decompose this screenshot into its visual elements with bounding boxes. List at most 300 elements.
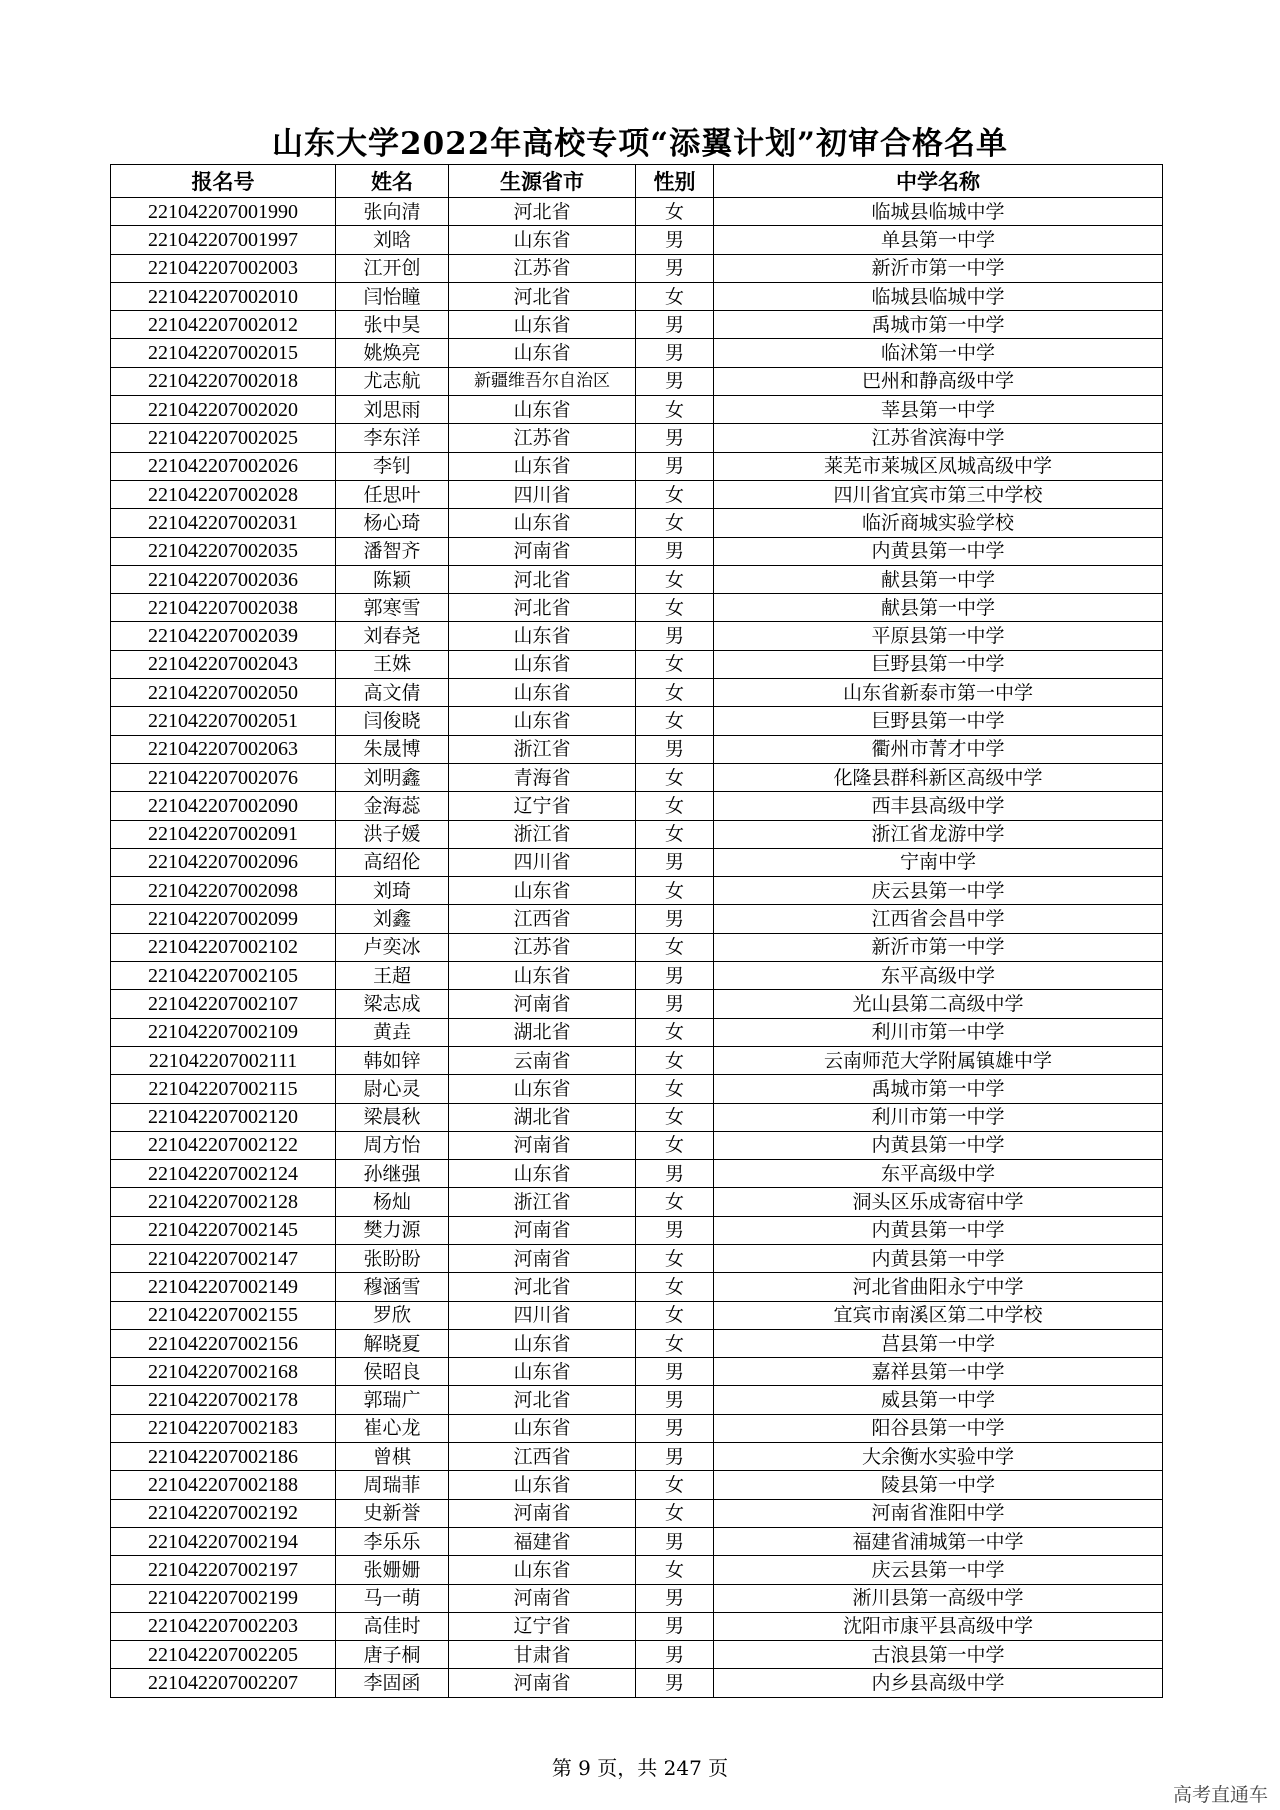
table-row <box>111 537 1163 565</box>
registration-number-cell: 221042207002128 <box>111 1188 336 1216</box>
province-cell: 河南省 <box>449 1669 636 1697</box>
name-cell: 刘晗 <box>336 226 449 254</box>
table-row <box>111 1527 1163 1555</box>
school-name-cell: 内黄县第一中学 <box>714 1244 1163 1272</box>
table-row <box>111 396 1163 424</box>
gender-cell: 女 <box>636 933 714 961</box>
registration-number-cell: 221042207002188 <box>111 1471 336 1499</box>
registration-number-cell: 221042207002038 <box>111 594 336 622</box>
registration-number-cell: 221042207002107 <box>111 990 336 1018</box>
name-cell: 刘明鑫 <box>336 763 449 791</box>
registration-number-cell: 221042207002031 <box>111 509 336 537</box>
name-cell: 张向清 <box>336 198 449 226</box>
province-cell: 河北省 <box>449 594 636 622</box>
province-cell: 山东省 <box>449 650 636 678</box>
gender-cell: 男 <box>636 622 714 650</box>
province-cell: 河南省 <box>449 537 636 565</box>
table-row <box>111 763 1163 791</box>
name-cell: 高绍伦 <box>336 848 449 876</box>
name-cell: 郭寒雪 <box>336 594 449 622</box>
table-row <box>111 679 1163 707</box>
registration-number-cell: 221042207002120 <box>111 1103 336 1131</box>
registration-number-cell: 221042207002036 <box>111 565 336 593</box>
table-row <box>111 792 1163 820</box>
registration-number-cell: 221042207002105 <box>111 962 336 990</box>
registration-number-cell: 221042207002096 <box>111 848 336 876</box>
school-name-cell: 庆云县第一中学 <box>714 877 1163 905</box>
school-name-cell: 献县第一中学 <box>714 565 1163 593</box>
gender-cell: 女 <box>636 679 714 707</box>
registration-number-cell: 221042207002039 <box>111 622 336 650</box>
registration-number-cell: 221042207002205 <box>111 1641 336 1669</box>
gender-cell: 女 <box>636 1188 714 1216</box>
school-name-cell: 沈阳市康平县高级中学 <box>714 1612 1163 1640</box>
name-cell: 刘春尧 <box>336 622 449 650</box>
school-name-cell: 新沂市第一中学 <box>714 933 1163 961</box>
table-row <box>111 1471 1163 1499</box>
table-row <box>111 1273 1163 1301</box>
gender-cell: 女 <box>636 1018 714 1046</box>
province-cell: 江西省 <box>449 905 636 933</box>
registration-number-cell: 221042207002186 <box>111 1443 336 1471</box>
registration-number-cell: 221042207002012 <box>111 311 336 339</box>
gender-cell: 男 <box>636 905 714 933</box>
name-cell: 洪子媛 <box>336 820 449 848</box>
header-name: 姓名 <box>336 165 449 198</box>
school-name-cell: 内乡县高级中学 <box>714 1669 1163 1697</box>
registration-number-cell: 221042207002035 <box>111 537 336 565</box>
province-cell: 新疆维吾尔自治区 <box>449 367 636 395</box>
gender-cell: 女 <box>636 1075 714 1103</box>
registration-number-cell: 221042207002122 <box>111 1131 336 1159</box>
registration-number-cell: 221042207002028 <box>111 480 336 508</box>
table-row <box>111 1358 1163 1386</box>
school-name-cell: 山东省新泰市第一中学 <box>714 679 1163 707</box>
gender-cell: 男 <box>636 254 714 282</box>
gender-cell: 男 <box>636 311 714 339</box>
gender-cell: 男 <box>636 962 714 990</box>
province-cell: 四川省 <box>449 848 636 876</box>
school-name-cell: 东平高级中学 <box>714 1160 1163 1188</box>
school-name-cell: 威县第一中学 <box>714 1386 1163 1414</box>
registration-number-cell: 221042207002194 <box>111 1527 336 1555</box>
table-row <box>111 594 1163 622</box>
name-cell: 尉心灵 <box>336 1075 449 1103</box>
gender-cell: 男 <box>636 537 714 565</box>
gender-cell: 男 <box>636 1386 714 1414</box>
gender-cell: 男 <box>636 1443 714 1471</box>
gender-cell: 男 <box>636 848 714 876</box>
gender-cell: 女 <box>636 1131 714 1159</box>
table-row <box>111 1075 1163 1103</box>
province-cell: 河南省 <box>449 1216 636 1244</box>
name-cell: 刘琦 <box>336 877 449 905</box>
province-cell: 山东省 <box>449 622 636 650</box>
table-row <box>111 339 1163 367</box>
province-cell: 云南省 <box>449 1046 636 1074</box>
registration-number-cell: 221042207002025 <box>111 424 336 452</box>
school-name-cell: 宜宾市南溪区第二中学校 <box>714 1301 1163 1329</box>
school-name-cell: 阳谷县第一中学 <box>714 1414 1163 1442</box>
school-name-cell: 临城县临城中学 <box>714 282 1163 310</box>
registration-number-cell: 221042207002149 <box>111 1273 336 1301</box>
province-cell: 山东省 <box>449 339 636 367</box>
name-cell: 王姝 <box>336 650 449 678</box>
table-row <box>111 198 1163 226</box>
name-cell: 闫俊晓 <box>336 707 449 735</box>
gender-cell: 女 <box>636 1244 714 1272</box>
gender-cell: 女 <box>636 820 714 848</box>
province-cell: 江苏省 <box>449 933 636 961</box>
name-cell: 张中昊 <box>336 311 449 339</box>
province-cell: 山东省 <box>449 311 636 339</box>
table-row <box>111 254 1163 282</box>
header-province: 生源省市 <box>449 165 636 198</box>
gender-cell: 男 <box>636 1160 714 1188</box>
header-registration-number: 报名号 <box>111 165 336 198</box>
table-row <box>111 622 1163 650</box>
table-row <box>111 1160 1163 1188</box>
name-cell: 闫怡瞳 <box>336 282 449 310</box>
gender-cell: 女 <box>636 198 714 226</box>
table-row <box>111 226 1163 254</box>
gender-cell: 女 <box>636 1471 714 1499</box>
gender-cell: 女 <box>636 480 714 508</box>
registration-number-cell: 221042207002124 <box>111 1160 336 1188</box>
school-name-cell: 大余衡水实验中学 <box>714 1443 1163 1471</box>
table-row <box>111 848 1163 876</box>
gender-cell: 女 <box>636 763 714 791</box>
registration-number-cell: 221042207002199 <box>111 1584 336 1612</box>
province-cell: 江苏省 <box>449 254 636 282</box>
table-row <box>111 1018 1163 1046</box>
name-cell: 孙继强 <box>336 1160 449 1188</box>
name-cell: 姚焕亮 <box>336 339 449 367</box>
table-row <box>111 650 1163 678</box>
province-cell: 四川省 <box>449 1301 636 1329</box>
table-row <box>111 1612 1163 1640</box>
registration-number-cell: 221042207002207 <box>111 1669 336 1697</box>
name-cell: 张姗姗 <box>336 1556 449 1584</box>
table-row <box>111 1301 1163 1329</box>
table-row <box>111 962 1163 990</box>
name-cell: 史新誉 <box>336 1499 449 1527</box>
province-cell: 湖北省 <box>449 1018 636 1046</box>
table-row <box>111 282 1163 310</box>
school-name-cell: 东平高级中学 <box>714 962 1163 990</box>
registration-number-cell: 221042207001997 <box>111 226 336 254</box>
registration-number-cell: 221042207002156 <box>111 1329 336 1357</box>
province-cell: 河南省 <box>449 1499 636 1527</box>
table-row <box>111 1414 1163 1442</box>
province-cell: 河北省 <box>449 1273 636 1301</box>
province-cell: 山东省 <box>449 1329 636 1357</box>
province-cell: 河南省 <box>449 1244 636 1272</box>
school-name-cell: 淅川县第一高级中学 <box>714 1584 1163 1612</box>
registration-number-cell: 221042207002203 <box>111 1612 336 1640</box>
name-cell: 罗欣 <box>336 1301 449 1329</box>
name-cell: 刘思雨 <box>336 396 449 424</box>
province-cell: 福建省 <box>449 1527 636 1555</box>
school-name-cell: 巨野县第一中学 <box>714 707 1163 735</box>
registration-number-cell: 221042207002043 <box>111 650 336 678</box>
province-cell: 河北省 <box>449 1386 636 1414</box>
gender-cell: 女 <box>636 792 714 820</box>
school-name-cell: 禹城市第一中学 <box>714 1075 1163 1103</box>
school-name-cell: 内黄县第一中学 <box>714 537 1163 565</box>
header-gender: 性别 <box>636 165 714 198</box>
province-cell: 山东省 <box>449 707 636 735</box>
school-name-cell: 利川市第一中学 <box>714 1103 1163 1131</box>
table-row <box>111 1556 1163 1584</box>
gender-cell: 男 <box>636 1669 714 1697</box>
province-cell: 山东省 <box>449 1556 636 1584</box>
table-row <box>111 1046 1163 1074</box>
province-cell: 山东省 <box>449 396 636 424</box>
page-footer: 第 9 页，共 247 页 <box>551 1756 729 1780</box>
registration-number-cell: 221042207002091 <box>111 820 336 848</box>
name-cell: 尤志航 <box>336 367 449 395</box>
province-cell: 山东省 <box>449 1160 636 1188</box>
table-row <box>111 1188 1163 1216</box>
school-name-cell: 平原县第一中学 <box>714 622 1163 650</box>
gender-cell: 女 <box>636 1273 714 1301</box>
school-name-cell: 莱芜市莱城区凤城高级中学 <box>714 452 1163 480</box>
page-title: 山东大学2022年高校专项“添翼计划”初审合格名单 <box>272 126 1008 162</box>
gender-cell: 女 <box>636 1103 714 1131</box>
school-name-cell: 临城县临城中学 <box>714 198 1163 226</box>
gender-cell: 男 <box>636 1414 714 1442</box>
school-name-cell: 内黄县第一中学 <box>714 1216 1163 1244</box>
province-cell: 河北省 <box>449 565 636 593</box>
province-cell: 山东省 <box>449 1414 636 1442</box>
province-cell: 山东省 <box>449 962 636 990</box>
name-cell: 任思叶 <box>336 480 449 508</box>
name-cell: 曾棋 <box>336 1443 449 1471</box>
province-cell: 浙江省 <box>449 820 636 848</box>
gender-cell: 男 <box>636 367 714 395</box>
table-row <box>111 933 1163 961</box>
school-name-cell: 临沂商城实验学校 <box>714 509 1163 537</box>
school-name-cell: 云南师范大学附属镇雄中学 <box>714 1046 1163 1074</box>
table-row <box>111 1329 1163 1357</box>
school-name-cell: 古浪县第一中学 <box>714 1641 1163 1669</box>
school-name-cell: 内黄县第一中学 <box>714 1131 1163 1159</box>
registration-number-cell: 221042207002098 <box>111 877 336 905</box>
registration-number-cell: 221042207002063 <box>111 735 336 763</box>
gender-cell: 男 <box>636 226 714 254</box>
name-cell: 王超 <box>336 962 449 990</box>
registration-number-cell: 221042207002076 <box>111 763 336 791</box>
table-row <box>111 480 1163 508</box>
name-cell: 张盼盼 <box>336 1244 449 1272</box>
gender-cell: 女 <box>636 877 714 905</box>
name-cell: 江开创 <box>336 254 449 282</box>
table-row <box>111 820 1163 848</box>
province-cell: 山东省 <box>449 877 636 905</box>
gender-cell: 男 <box>636 1584 714 1612</box>
school-name-cell: 河北省曲阳永宁中学 <box>714 1273 1163 1301</box>
school-name-cell: 莒县第一中学 <box>714 1329 1163 1357</box>
name-cell: 杨灿 <box>336 1188 449 1216</box>
province-cell: 山东省 <box>449 1075 636 1103</box>
name-cell: 黄垚 <box>336 1018 449 1046</box>
school-name-cell: 利川市第一中学 <box>714 1018 1163 1046</box>
name-cell: 侯昭良 <box>336 1358 449 1386</box>
name-cell: 李固函 <box>336 1669 449 1697</box>
gender-cell: 男 <box>636 1358 714 1386</box>
registration-number-cell: 221042207002155 <box>111 1301 336 1329</box>
gender-cell: 女 <box>636 707 714 735</box>
gender-cell: 女 <box>636 1046 714 1074</box>
table-row <box>111 1669 1163 1697</box>
gender-cell: 男 <box>636 990 714 1018</box>
registration-number-cell: 221042207002050 <box>111 679 336 707</box>
province-cell: 山东省 <box>449 509 636 537</box>
table-row <box>111 1499 1163 1527</box>
registration-number-cell: 221042207002010 <box>111 282 336 310</box>
gender-cell: 男 <box>636 735 714 763</box>
name-cell: 朱晟博 <box>336 735 449 763</box>
province-cell: 四川省 <box>449 480 636 508</box>
province-cell: 浙江省 <box>449 735 636 763</box>
registration-number-cell: 221042207002178 <box>111 1386 336 1414</box>
name-cell: 高文倩 <box>336 679 449 707</box>
watermark-text: 高考直通车 <box>1172 1784 1268 1806</box>
gender-cell: 男 <box>636 1641 714 1669</box>
name-cell: 梁晨秋 <box>336 1103 449 1131</box>
province-cell: 辽宁省 <box>449 792 636 820</box>
name-cell: 李东洋 <box>336 424 449 452</box>
name-cell: 崔心龙 <box>336 1414 449 1442</box>
name-cell: 周瑞菲 <box>336 1471 449 1499</box>
registration-number-cell: 221042207002102 <box>111 933 336 961</box>
registration-number-cell: 221042207002145 <box>111 1216 336 1244</box>
table-row <box>111 1244 1163 1272</box>
table-row <box>111 1103 1163 1131</box>
name-cell: 马一萌 <box>336 1584 449 1612</box>
province-cell: 山东省 <box>449 679 636 707</box>
table-row <box>111 509 1163 537</box>
province-cell: 江西省 <box>449 1443 636 1471</box>
header-school-name: 中学名称 <box>714 165 1163 198</box>
province-cell: 山东省 <box>449 1358 636 1386</box>
table-row <box>111 877 1163 905</box>
school-name-cell: 江苏省滨海中学 <box>714 424 1163 452</box>
registration-number-cell: 221042207002051 <box>111 707 336 735</box>
province-cell: 江苏省 <box>449 424 636 452</box>
registration-number-cell: 221042207002026 <box>111 452 336 480</box>
province-cell: 湖北省 <box>449 1103 636 1131</box>
name-cell: 郭瑞广 <box>336 1386 449 1414</box>
registration-number-cell: 221042207002099 <box>111 905 336 933</box>
table-row <box>111 1131 1163 1159</box>
province-cell: 河南省 <box>449 1131 636 1159</box>
province-cell: 甘肃省 <box>449 1641 636 1669</box>
registration-number-cell: 221042207002197 <box>111 1556 336 1584</box>
registration-number-cell: 221042207002018 <box>111 367 336 395</box>
name-cell: 李钊 <box>336 452 449 480</box>
registration-number-cell: 221042207002147 <box>111 1244 336 1272</box>
name-cell: 解晓夏 <box>336 1329 449 1357</box>
name-cell: 刘鑫 <box>336 905 449 933</box>
school-name-cell: 献县第一中学 <box>714 594 1163 622</box>
registration-number-cell: 221042207002015 <box>111 339 336 367</box>
name-cell: 韩如锌 <box>336 1046 449 1074</box>
province-cell: 河南省 <box>449 990 636 1018</box>
gender-cell: 女 <box>636 509 714 537</box>
gender-cell: 女 <box>636 594 714 622</box>
school-name-cell: 庆云县第一中学 <box>714 1556 1163 1584</box>
table-row <box>111 424 1163 452</box>
table-row <box>111 1584 1163 1612</box>
registration-number-cell: 221042207002020 <box>111 396 336 424</box>
school-name-cell: 宁南中学 <box>714 848 1163 876</box>
registration-number-cell: 221042207002168 <box>111 1358 336 1386</box>
gender-cell: 男 <box>636 1612 714 1640</box>
registration-number-cell: 221042207002003 <box>111 254 336 282</box>
table-row <box>111 452 1163 480</box>
name-cell: 陈颖 <box>336 565 449 593</box>
school-name-cell: 浙江省龙游中学 <box>714 820 1163 848</box>
registration-number-cell: 221042207001990 <box>111 198 336 226</box>
registration-number-cell: 221042207002183 <box>111 1414 336 1442</box>
gender-cell: 男 <box>636 424 714 452</box>
table-row <box>111 1386 1163 1414</box>
gender-cell: 女 <box>636 650 714 678</box>
gender-cell: 女 <box>636 1499 714 1527</box>
school-name-cell: 巴州和静高级中学 <box>714 367 1163 395</box>
registration-number-cell: 221042207002109 <box>111 1018 336 1046</box>
name-cell: 高佳时 <box>336 1612 449 1640</box>
province-cell: 辽宁省 <box>449 1612 636 1640</box>
province-cell: 山东省 <box>449 226 636 254</box>
gender-cell: 女 <box>636 565 714 593</box>
school-name-cell: 福建省浦城第一中学 <box>714 1527 1163 1555</box>
gender-cell: 女 <box>636 1556 714 1584</box>
name-cell: 唐子桐 <box>336 1641 449 1669</box>
table-body <box>111 198 1163 1698</box>
school-name-cell: 四川省宜宾市第三中学校 <box>714 480 1163 508</box>
table-row <box>111 735 1163 763</box>
table-row <box>111 311 1163 339</box>
roster-table <box>110 164 1163 1698</box>
province-cell: 山东省 <box>449 1471 636 1499</box>
school-name-cell: 陵县第一中学 <box>714 1471 1163 1499</box>
name-cell: 杨心琦 <box>336 509 449 537</box>
table-row <box>111 565 1163 593</box>
province-cell: 浙江省 <box>449 1188 636 1216</box>
name-cell: 李乐乐 <box>336 1527 449 1555</box>
school-name-cell: 新沂市第一中学 <box>714 254 1163 282</box>
school-name-cell: 莘县第一中学 <box>714 396 1163 424</box>
registration-number-cell: 221042207002111 <box>111 1046 336 1074</box>
school-name-cell: 临沭第一中学 <box>714 339 1163 367</box>
province-cell: 河南省 <box>449 1584 636 1612</box>
table-row <box>111 367 1163 395</box>
table-row <box>111 1641 1163 1669</box>
name-cell: 樊力源 <box>336 1216 449 1244</box>
province-cell: 河北省 <box>449 282 636 310</box>
header-row <box>111 165 1163 198</box>
gender-cell: 男 <box>636 339 714 367</box>
gender-cell: 男 <box>636 1527 714 1555</box>
school-name-cell: 禹城市第一中学 <box>714 311 1163 339</box>
name-cell: 金海蕊 <box>336 792 449 820</box>
registration-number-cell: 221042207002115 <box>111 1075 336 1103</box>
school-name-cell: 河南省淮阳中学 <box>714 1499 1163 1527</box>
table-row <box>111 707 1163 735</box>
